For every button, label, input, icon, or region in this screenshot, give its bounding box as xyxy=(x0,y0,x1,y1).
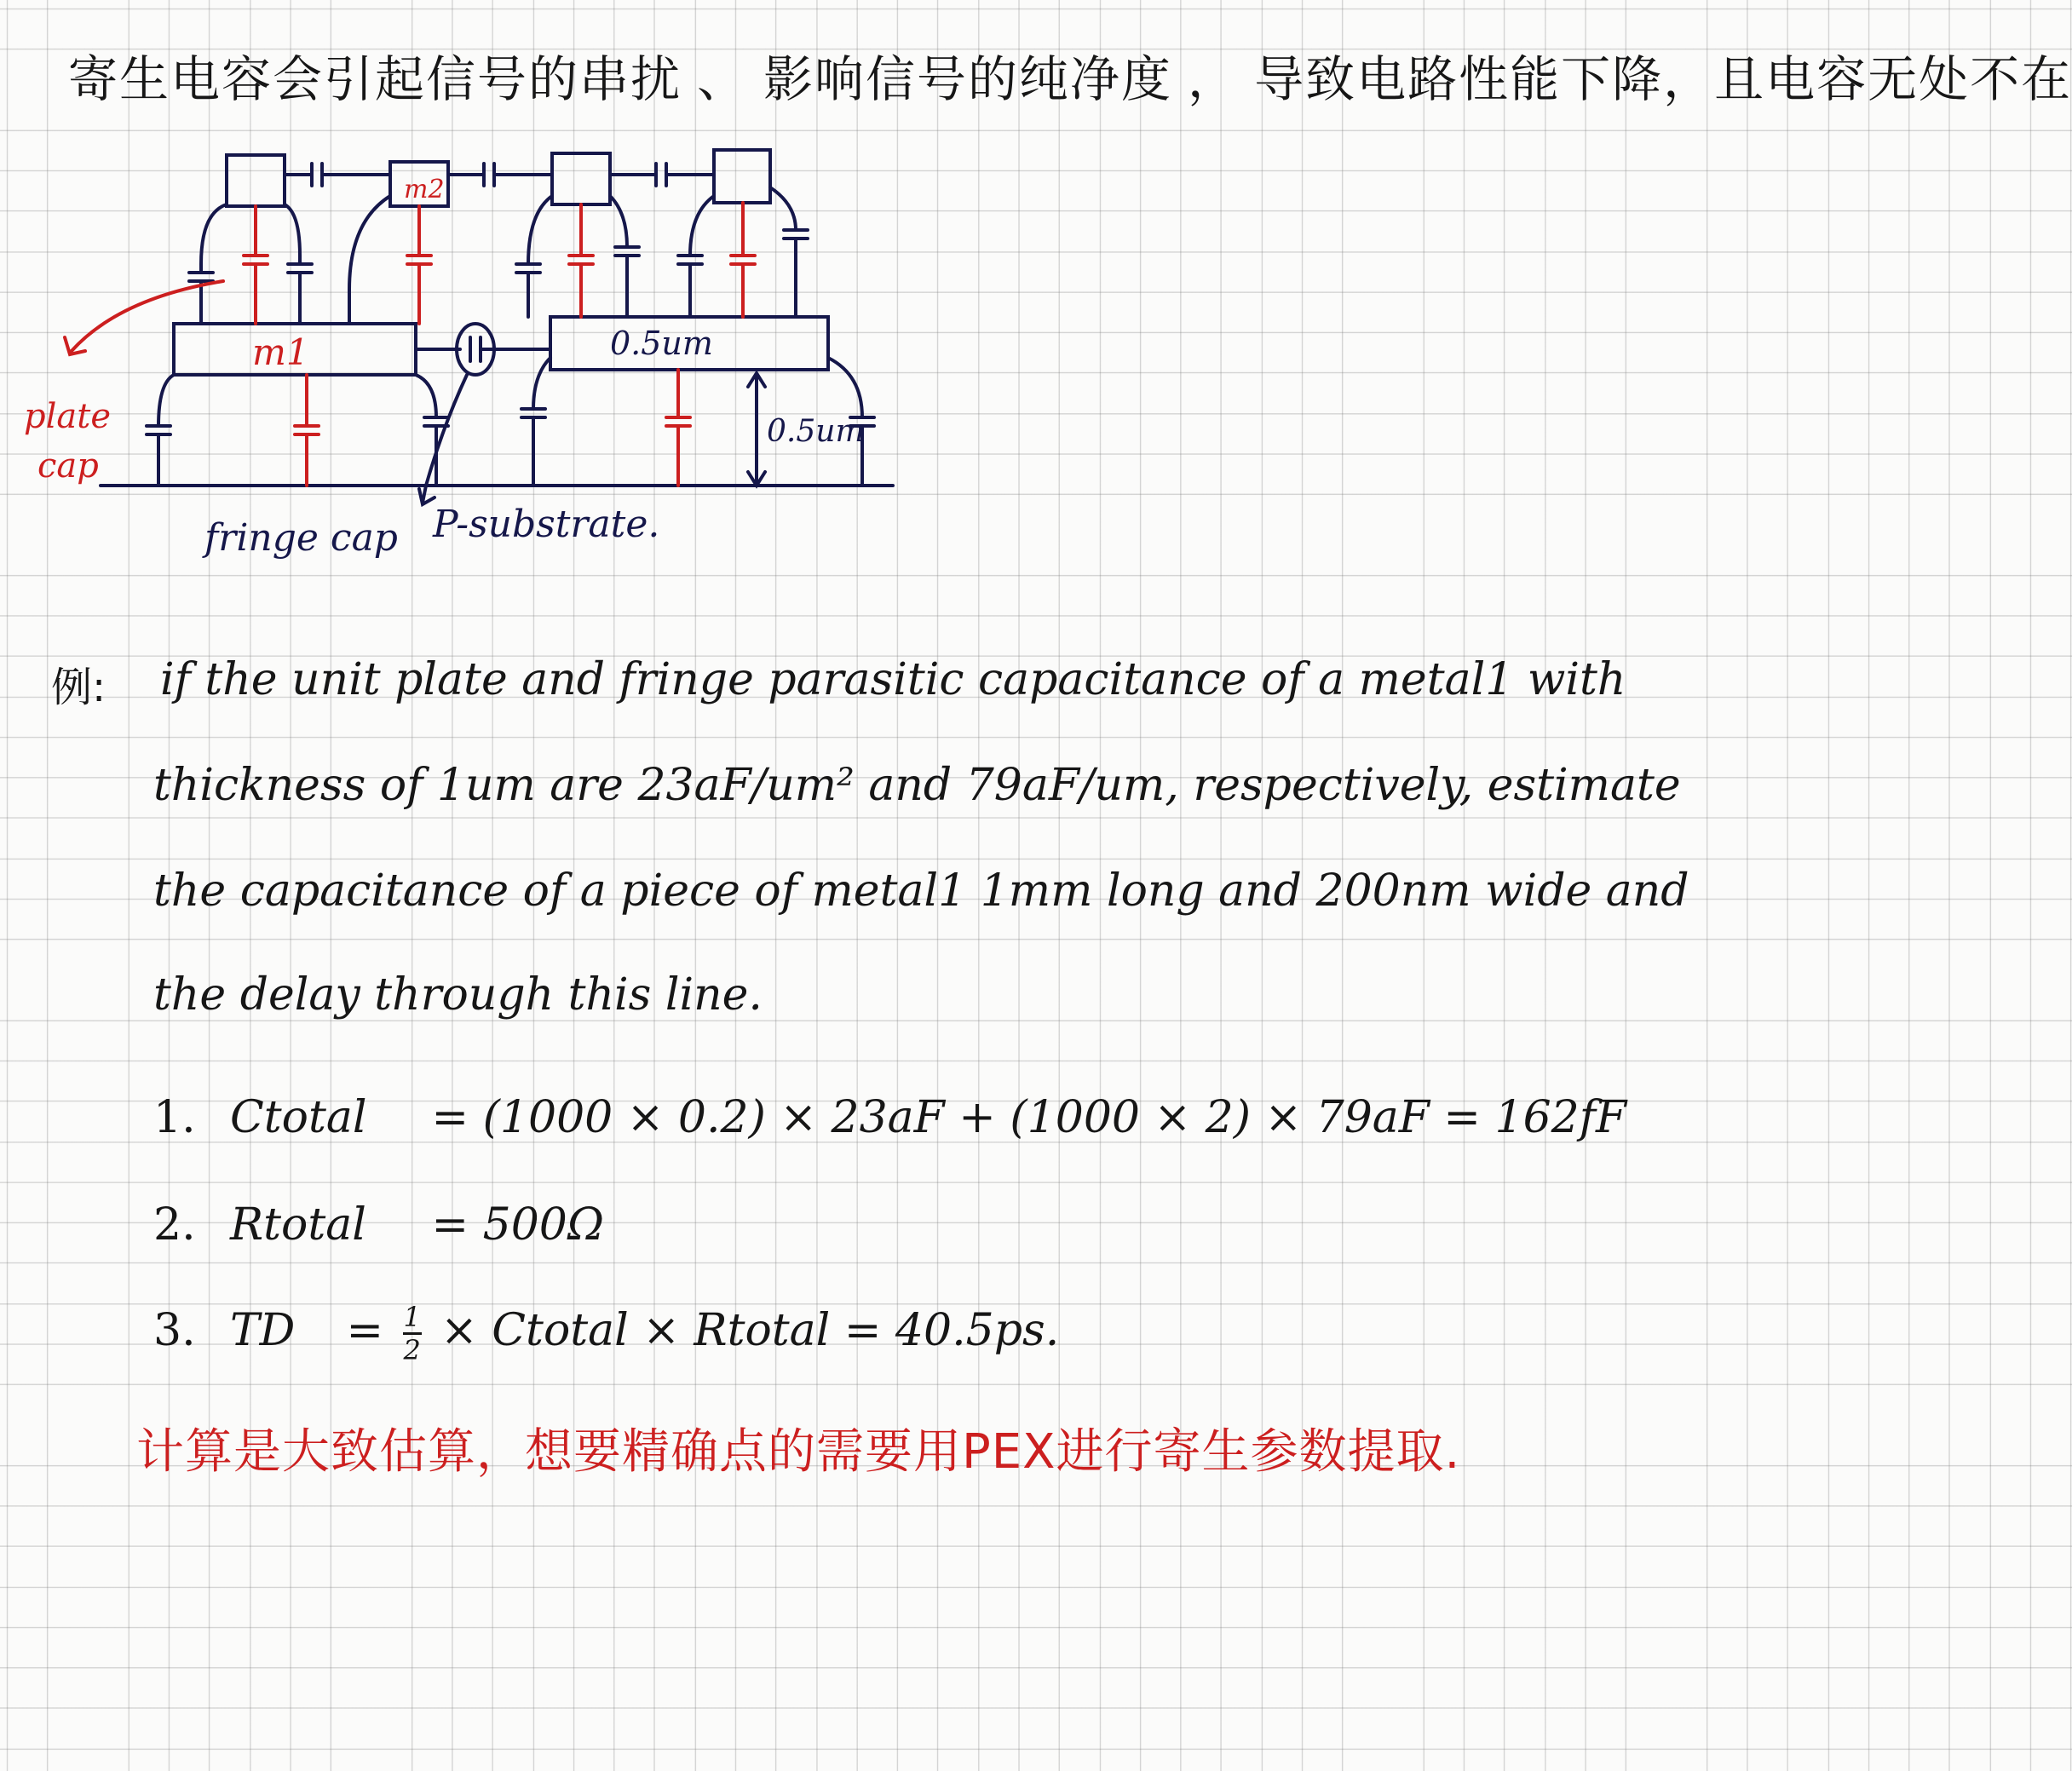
heading-part-2: 影响信号的纯净度 xyxy=(763,50,1173,108)
calc-step-3: 3. TD = $\frac{1}{2}$ × Ctotal × Rtotal = 40.5ps. xyxy=(153,1301,1060,1366)
example-label: 例: xyxy=(51,664,106,711)
heading-part-1: 寄生电容会引起信号的串扰 xyxy=(68,50,682,108)
example-line-3: the capacitance of a piece of metal1 1mm long and 200nm wide and xyxy=(153,865,1689,917)
example-line-2: thickness of 1um are 23aF/um² and 79aF/um, respectively, estimate xyxy=(153,760,1681,811)
calc-step-1: 1. Ctotal = (1000 × 0.2) × 23aF + (1000 × 2) × 79aF = 162fF xyxy=(153,1092,1627,1143)
label-m1: m1 xyxy=(252,331,309,373)
calc-step-2: 2. Rtotal = 500Ω xyxy=(153,1199,604,1251)
upper-block-3 xyxy=(552,153,610,204)
parasitic-capacitance-diagram xyxy=(0,128,937,588)
label-substrate: P-substrate. xyxy=(433,503,660,546)
label-cap: cap xyxy=(37,446,99,486)
example-line-4: the delay through this line. xyxy=(153,969,763,1021)
upper-block-1 xyxy=(227,155,285,206)
label-plate: plate xyxy=(24,397,111,436)
label-m2: m2 xyxy=(404,175,445,204)
label-fringe-cap: fringe cap xyxy=(204,516,398,560)
half-fraction: $\frac{1}{2}$ xyxy=(403,1301,421,1366)
heading-part-3: 导致电路性能下降，且电容无处不在 xyxy=(1254,50,2072,108)
red-note: 计算是大致估算，想要精确点的需要用PEX进行寄生参数提取. xyxy=(136,1424,1461,1480)
label-height: 0.5um xyxy=(767,414,865,449)
example-line-1: if the unit plate and fringe parasitic capacitance of a metal1 with xyxy=(160,654,1626,705)
heading-line: 寄生电容会引起信号的串扰 、 影响信号的纯净度 ， 导致电路性能下降，且电容无处不在 xyxy=(68,50,2072,108)
upper-block-4 xyxy=(714,150,770,203)
label-thickness: 0.5um xyxy=(610,325,713,362)
